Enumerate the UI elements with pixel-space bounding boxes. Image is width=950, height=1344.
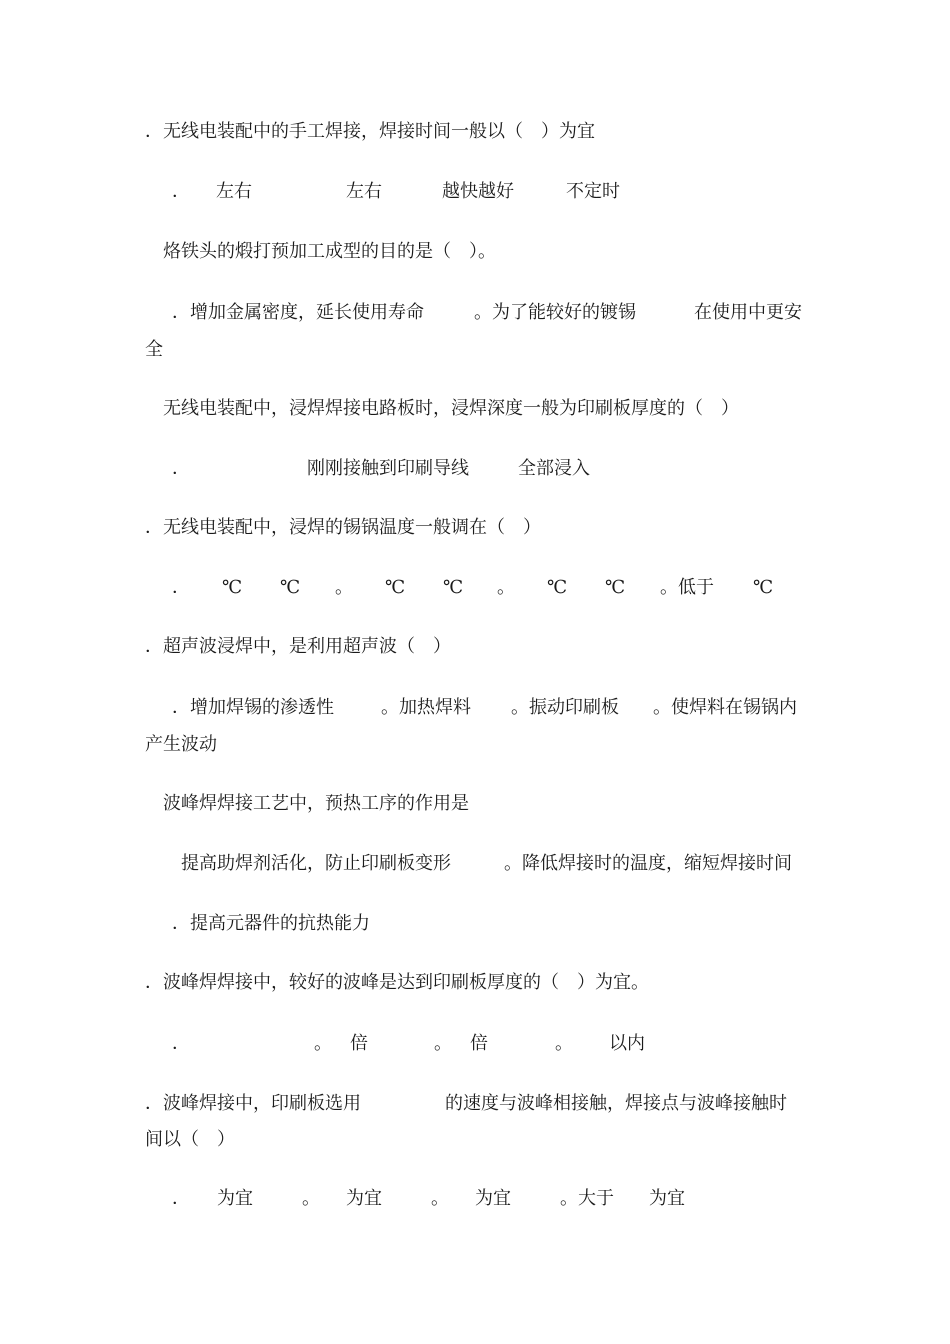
question-1-option-b: 左右 <box>346 181 382 202</box>
question-4-option-b-low: ℃ <box>385 577 406 598</box>
question-5-option-d-wrap: 产生波动 <box>145 734 217 755</box>
question-7-option-b: 倍 <box>350 1033 368 1054</box>
question-7-option-c: 倍 <box>470 1033 488 1054</box>
question-5-option-c: 。振动印刷板 <box>511 697 619 718</box>
question-2-option-b: 。为了能较好的镀锡 <box>474 302 636 323</box>
question-3-text: 无线电装配中，浸焊焊接电路板时，浸焊深度一般为印刷板厚度的（ ） <box>163 398 739 419</box>
question-6-option-b: 。降低焊接时的温度，缩短焊接时间 <box>504 853 792 874</box>
question-4-option-b-high: ℃ <box>443 577 464 598</box>
question-3-option-d: 全部浸入 <box>518 458 590 479</box>
question-7-option-marker: ． <box>172 1033 190 1054</box>
question-1-option-d: 不定时 <box>566 181 620 202</box>
question-4-text: ．无线电装配中，浸焊的锡锅温度一般调在（ ） <box>145 517 541 538</box>
question-7-option-c-marker: 。 <box>434 1033 452 1054</box>
question-8-option-b-marker: 。 <box>302 1188 320 1209</box>
question-2-text: 烙铁头的煅打预加工成型的目的是（ ）。 <box>163 241 496 262</box>
question-8-option-c: 为宜 <box>475 1188 511 1209</box>
question-1-option-marker: ． <box>172 181 190 202</box>
question-4-option-marker: ． <box>172 577 190 598</box>
question-8-text-part-1: ．波峰焊接中，印刷板选用 <box>145 1093 361 1114</box>
question-4-option-c-high: ℃ <box>605 577 626 598</box>
question-8-option-c-marker: 。 <box>431 1188 449 1209</box>
question-7-option-b-marker: 。 <box>314 1033 332 1054</box>
question-5-option-d: 。使焊料在锡锅内 <box>653 697 797 718</box>
question-5-text: ．超声波浸焊中，是利用超声波（ ） <box>145 636 451 657</box>
question-8-option-b: 为宜 <box>346 1188 382 1209</box>
question-4-option-b-marker: 。 <box>335 577 353 598</box>
question-2-option-a: ．增加金属密度，延长使用寿命 <box>172 302 424 323</box>
question-4-option-c-marker: 。 <box>497 577 515 598</box>
question-4-option-d: 。低于 <box>660 577 714 598</box>
question-2-option-c: 在使用中更安 <box>694 302 802 323</box>
question-3-option-marker: ． <box>172 458 190 479</box>
question-8-option-a: 为宜 <box>217 1188 253 1209</box>
question-7-text: ．波峰焊焊接中，较好的波峰是达到印刷板厚度的（ ）为宜。 <box>145 972 649 993</box>
question-4-option-d-unit: ℃ <box>753 577 774 598</box>
question-4-option-a-high: ℃ <box>280 577 301 598</box>
question-1-option-a: 左右 <box>216 181 252 202</box>
question-8-text-part-2: 的速度与波峰相接触，焊接点与波峰接触时 <box>445 1093 787 1114</box>
question-7-option-d-marker: 。 <box>555 1033 573 1054</box>
question-6-option-c: ．提高元器件的抗热能力 <box>172 913 370 934</box>
question-2-option-c-wrap: 全 <box>145 339 163 360</box>
question-5-option-b: 。加热焊料 <box>381 697 471 718</box>
question-6-option-a: 提高助焊剂活化，防止印刷板变形 <box>181 853 451 874</box>
question-4-option-c-low: ℃ <box>547 577 568 598</box>
question-8-text-wrap: 间以（ ） <box>145 1129 235 1150</box>
question-4-option-a-low: ℃ <box>222 577 243 598</box>
question-8-option-d-unit: 为宜 <box>649 1188 685 1209</box>
question-7-option-d: 以内 <box>609 1033 645 1054</box>
question-3-option-c: 刚刚接触到印刷导线 <box>307 458 469 479</box>
question-8-option-d: 。大于 <box>560 1188 614 1209</box>
question-1-option-c: 越快越好 <box>442 181 514 202</box>
question-8-option-marker: ． <box>172 1188 190 1209</box>
question-5-option-a: ．增加焊锡的渗透性 <box>172 697 334 718</box>
question-1-text: ．无线电装配中的手工焊接，焊接时间一般以（ ）为宜 <box>145 121 595 142</box>
question-6-text: 波峰焊焊接工艺中，预热工序的作用是 <box>163 793 469 814</box>
